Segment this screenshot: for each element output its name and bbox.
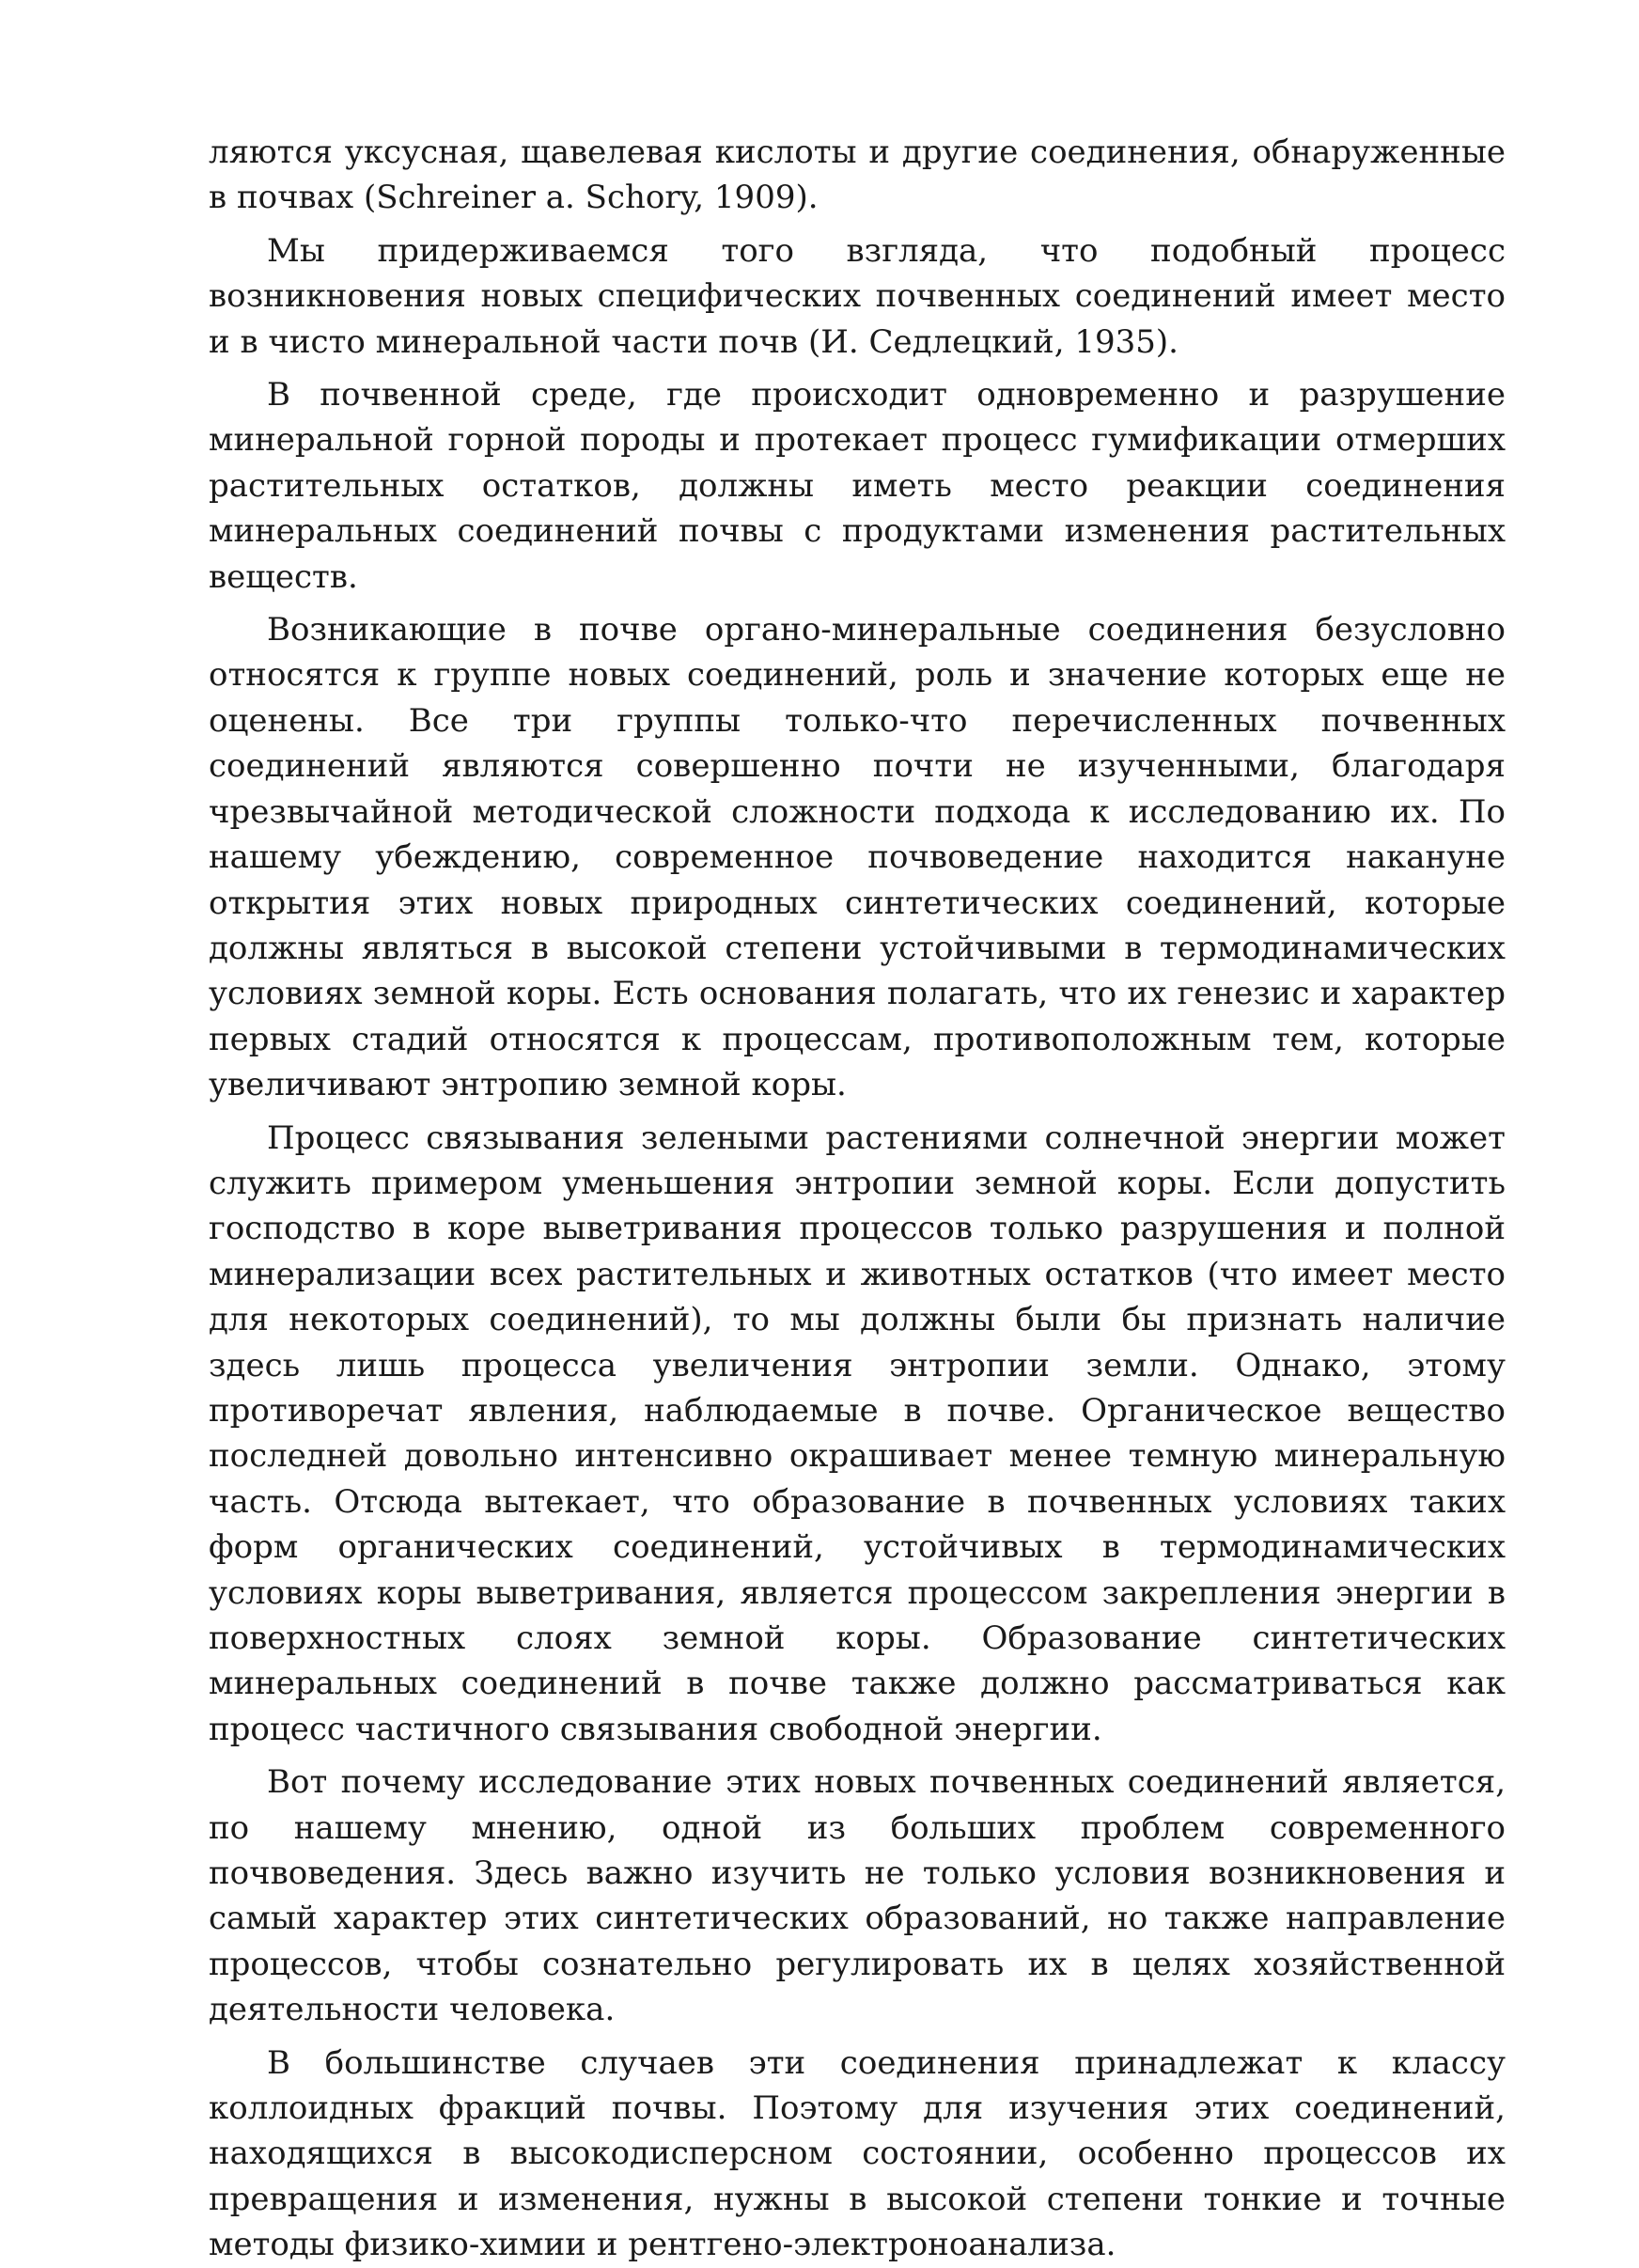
document-page — [209, 130, 1506, 2268]
paragraph: Мы придерживаемся того взгляда, что подобный процесс возникновения новых специфических почвенных соединений имеет место и в чисто минеральной части почв (И. Седлецкий, 1935). — [209, 231, 1506, 361]
paragraph: Вот почему исследование этих новых почвенных соединений является, по нашему мнению, одной из больших проблем современного почвоведения. Здесь важно изучить не только условия возникновения и самый характер этих синтетических образований, но также направление процессов, чтобы сознательно регулировать их в целях хозяйственной деятельности человека. — [209, 1763, 1506, 2029]
paragraph: В большинстве случаев эти соединения принадлежат к классу коллоидных фракций почвы. Поэтому для изучения этих соединений, находящихся в высокодисперсном состоянии, особенно процессов их превращения и изменения, нужны в высокой степени тонкие и точные методы физико-химии и рентгено-электроноанализа. — [209, 2043, 1506, 2264]
paragraph: Процесс связывания зелеными растениями солнечной энергии может служить примером уменьшения энтропии земной коры. Если допустить господство в коре выветривания процессов только разрушения и полной минерализации всех растительных и животных остатков (что имеет место для некоторых соединений), то мы должны были бы признать наличие здесь лишь процесса увеличения энтропии земли. Однако, этому противоречат явления, наблюдаемые в почве. Органическое вещество последней довольно интенсивно окрашивает менее темную минеральную часть. Отсюда вытекает, что образование в почвенных условиях таких форм органических соединений, устойчивых в термодинамических условиях коры выветривания, является процессом закрепления энергии в поверхностных слоях земной коры. Образование синтетических минеральных соединений в почве также должно рассматриваться как процесс частичного связывания свободной энергии. — [209, 1118, 1506, 1748]
paragraph: В почвенной среде, где происходит одновременно и разрушение минеральной горной породы и протекает процесс гумификации отмерших растительных остатков, должны иметь место реакции соединения минеральных соединений почвы с продуктами изменения растительных веществ. — [209, 376, 1506, 596]
paragraph: Возникающие в почве органо-минеральные соединения безусловно относятся к группе новых соединений, роль и значение которых еще не оценены. Все три группы только-что перечисленных почвенных соединений являются совершенно почти не изученными, благодаря чрезвычайной методической сложности подхода к исследованию их. По нашему убеждению, современное почвоведение находится накануне открытия этих новых природных синтетических соединений, которые должны являться в высокой степени устойчивыми в термодинамических условиях земной коры. Есть основания полагать, что их генезис и характер первых стадий относятся к процессам, противоположным тем, которые увеличивают энтропию земной коры. — [209, 611, 1506, 1104]
paragraph-continuation: ляются уксусная, щавелевая кислоты и другие соединения, обнаруженные в почвах (Schreiner a. Schory, 1909). — [209, 133, 1506, 217]
